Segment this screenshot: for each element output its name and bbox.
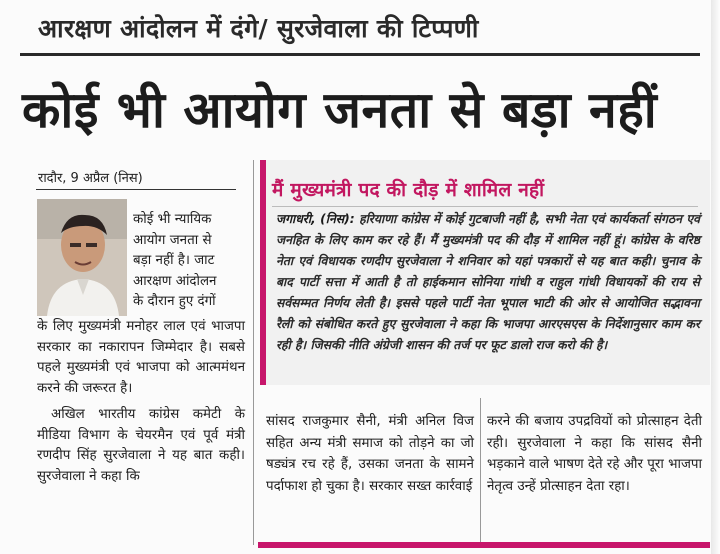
bottom-accent-rule <box>258 542 710 548</box>
sidebar-lead: जगाधरी, (निस): <box>276 212 355 226</box>
sidebar-box <box>260 160 710 385</box>
wrap-line: बड़ा नहीं है। जाट <box>133 253 215 268</box>
sidebar-title-rule <box>272 206 698 207</box>
column-divider <box>480 398 481 543</box>
wrap-line: आरक्षण आंदोलन <box>133 273 217 289</box>
dateline: रादौर, 9 अप्रैल (निस) <box>38 171 143 186</box>
dateline-rule <box>36 189 236 190</box>
column-1-paragraph-1: के लिए मुख्यमंत्री मनोहर लाल एवं भाजपा सरकार का नकारापन जिम्मेदार है। सबसे पहले मुख्यमंत्री एवं भाजपा को आत्ममंथन करने की जरूरत है। <box>37 319 245 396</box>
kicker-text: आरक्षण आंदोलन में दंगे/ सुरजेवाला की टिप्पणी <box>38 14 479 43</box>
column-2: सांसद राजकुमार सैनी, मंत्री अनिल विज सहित अन्य मंत्री समाज को तोड़ने का जो षड्यंत्र रच रहे हैं, उसका जनता के सामने पर्दाफाश हो चुका है। सरकार सख्त कार्रवाई <box>266 414 474 494</box>
portrait-photo-icon <box>37 199 127 316</box>
wrap-line: के दौरान हुए दंगों <box>133 294 216 309</box>
sidebar-text: हरियाणा कांग्रेस में कोई गुटबाजी नहीं है, सभी नेता एवं कार्यकर्ता संगठन एवं जनहित के लिए काम कर रहे हैं। मैं मुख्यमंत्री पद की दौड़ में शामिल नहीं हूं। कांग्रेस के वरिष्ठ नेता एवं विधायक रणदीप सुरजेवाला ने शनिवार को यहां पत्रकारों से यह बात कही। चुनाव के बाद पार्टी सत्ता में आती है तो हाईकमान सोनिया गांधी व राहुल गांधी विधायकों की राय से सर्वसम्मत निर्णय लेती है। इससे पहले पार्टी नेता भूपाल भाटी की ओर से आयोजित सद्भावना रैली को संबोधित करते हुए सुरजेवाला ने कहा कि भाजपा आरएसएस के निर्देशानुसार काम कर रही है। जिसकी नीति अंग्रेजी शासन की तर्ज पर फूट डालो राज करो की है। <box>276 212 701 352</box>
headline-text: कोई भी आयोग जनता से बड़ा नहीं <box>22 81 658 139</box>
page-edge-shadow <box>711 0 720 554</box>
headline-section <box>0 64 720 159</box>
column-1-paragraph-2: अखिल भारतीय कांग्रेस कमेटी के मीडिया विभाग के चेयरमैन एवं पूर्व मंत्री रणदीप सिंह सुरजेवाला ने यह बात कही। सुरजेवाला ने कहा कि <box>37 407 245 484</box>
wrap-line: कोई भी न्यायिक <box>133 212 212 227</box>
column-divider <box>253 160 254 545</box>
sidebar-accent-bar <box>260 160 266 385</box>
kicker-rule <box>20 53 700 56</box>
column-1-body <box>37 317 245 487</box>
wrap-line: आयोग जनता से <box>133 232 212 248</box>
kicker-section <box>10 2 710 60</box>
column-1-wrap <box>133 210 245 313</box>
sidebar-title: मैं मुख्यमंत्री पद की दौड़ में शामिल नहीं <box>272 179 545 201</box>
sidebar-body <box>276 209 700 356</box>
column-3: करने की बजाय उपद्रवियों को प्रोत्साहन देती रही। सुरजेवाला ने कहा कि सांसद सैनी भड़काने वाले भाषण देते रहे और पूरा भाजपा नेतृत्व उन्हें प्रोत्साहन देता रहा। <box>487 414 702 494</box>
